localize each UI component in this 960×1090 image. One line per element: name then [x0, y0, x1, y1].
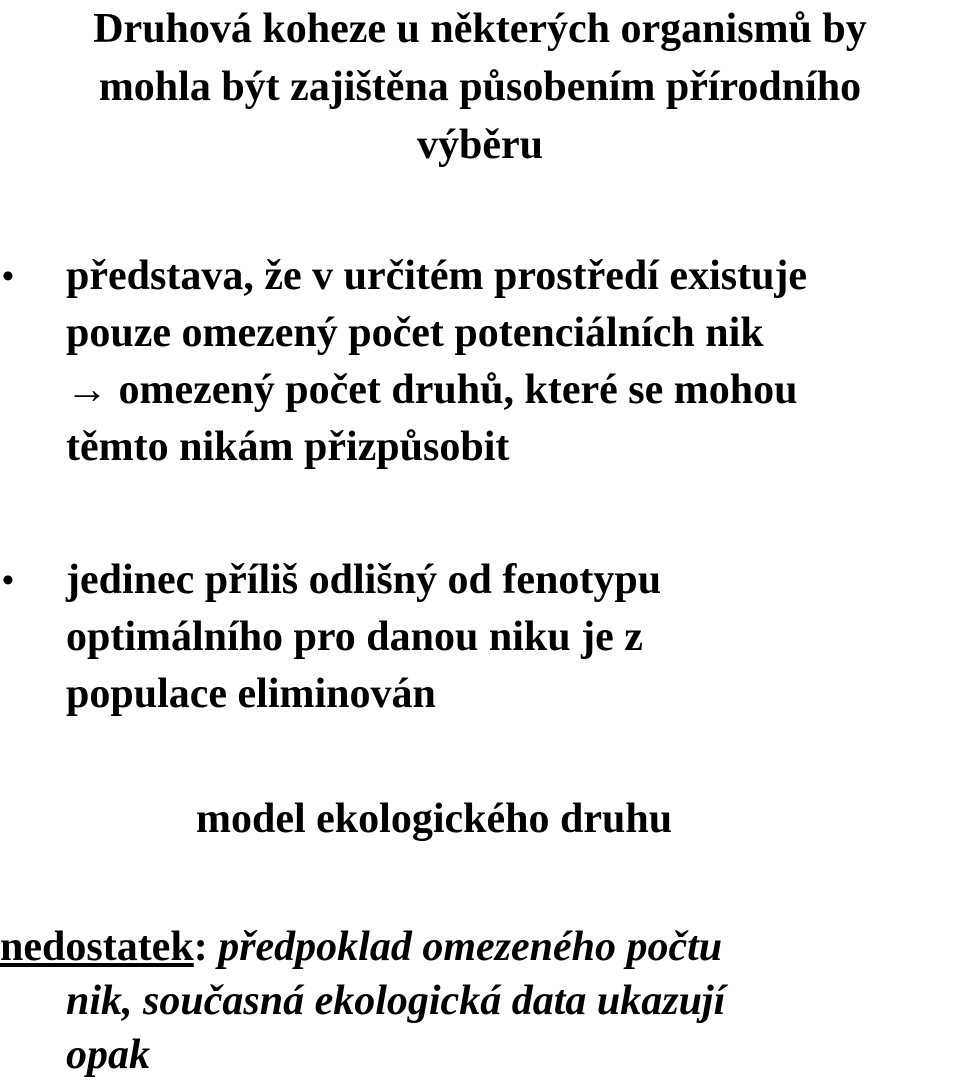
bullet-icon: • [2, 258, 14, 295]
bullet-line: těmto nikám přizpůsobit [66, 424, 510, 470]
bullet-line: optimálního pro danou niku je z [66, 614, 643, 660]
bullet-item-elimination [0, 552, 960, 723]
bullet-text [66, 248, 960, 476]
title-line-1: Druhová koheze u některých organismů by [93, 6, 867, 52]
drawback-note [0, 920, 960, 1082]
bullet-line: pouze omezený počet potenciálních nik [66, 310, 764, 356]
drawback-label: nedostatek [0, 924, 194, 970]
drawback-text-2: nik, současná ekologická data ukazují [66, 978, 726, 1024]
drawback-text-1: předpoklad omezeného počtu [207, 924, 723, 970]
bullet-item-niches [0, 248, 960, 476]
bullet-icon: • [2, 562, 14, 599]
page-title [0, 0, 960, 174]
title-line-3: výběru [417, 122, 543, 168]
bullet-line: → omezený počet druhů, které se mohou [66, 367, 798, 413]
title-line-2: mohla být zajištěna působením přírodního [98, 64, 862, 110]
drawback-colon: : [193, 924, 208, 970]
model-heading: model ekologického druhu [196, 796, 673, 842]
bullet-line: představa, že v určitém prostředí existuje [66, 253, 808, 299]
drawback-text-3: opak [66, 1032, 150, 1078]
bullet-text [66, 552, 960, 723]
bullet-line: populace eliminován [66, 671, 436, 717]
bullet-line: jedinec příliš odlišný od fenotypu [66, 557, 662, 603]
